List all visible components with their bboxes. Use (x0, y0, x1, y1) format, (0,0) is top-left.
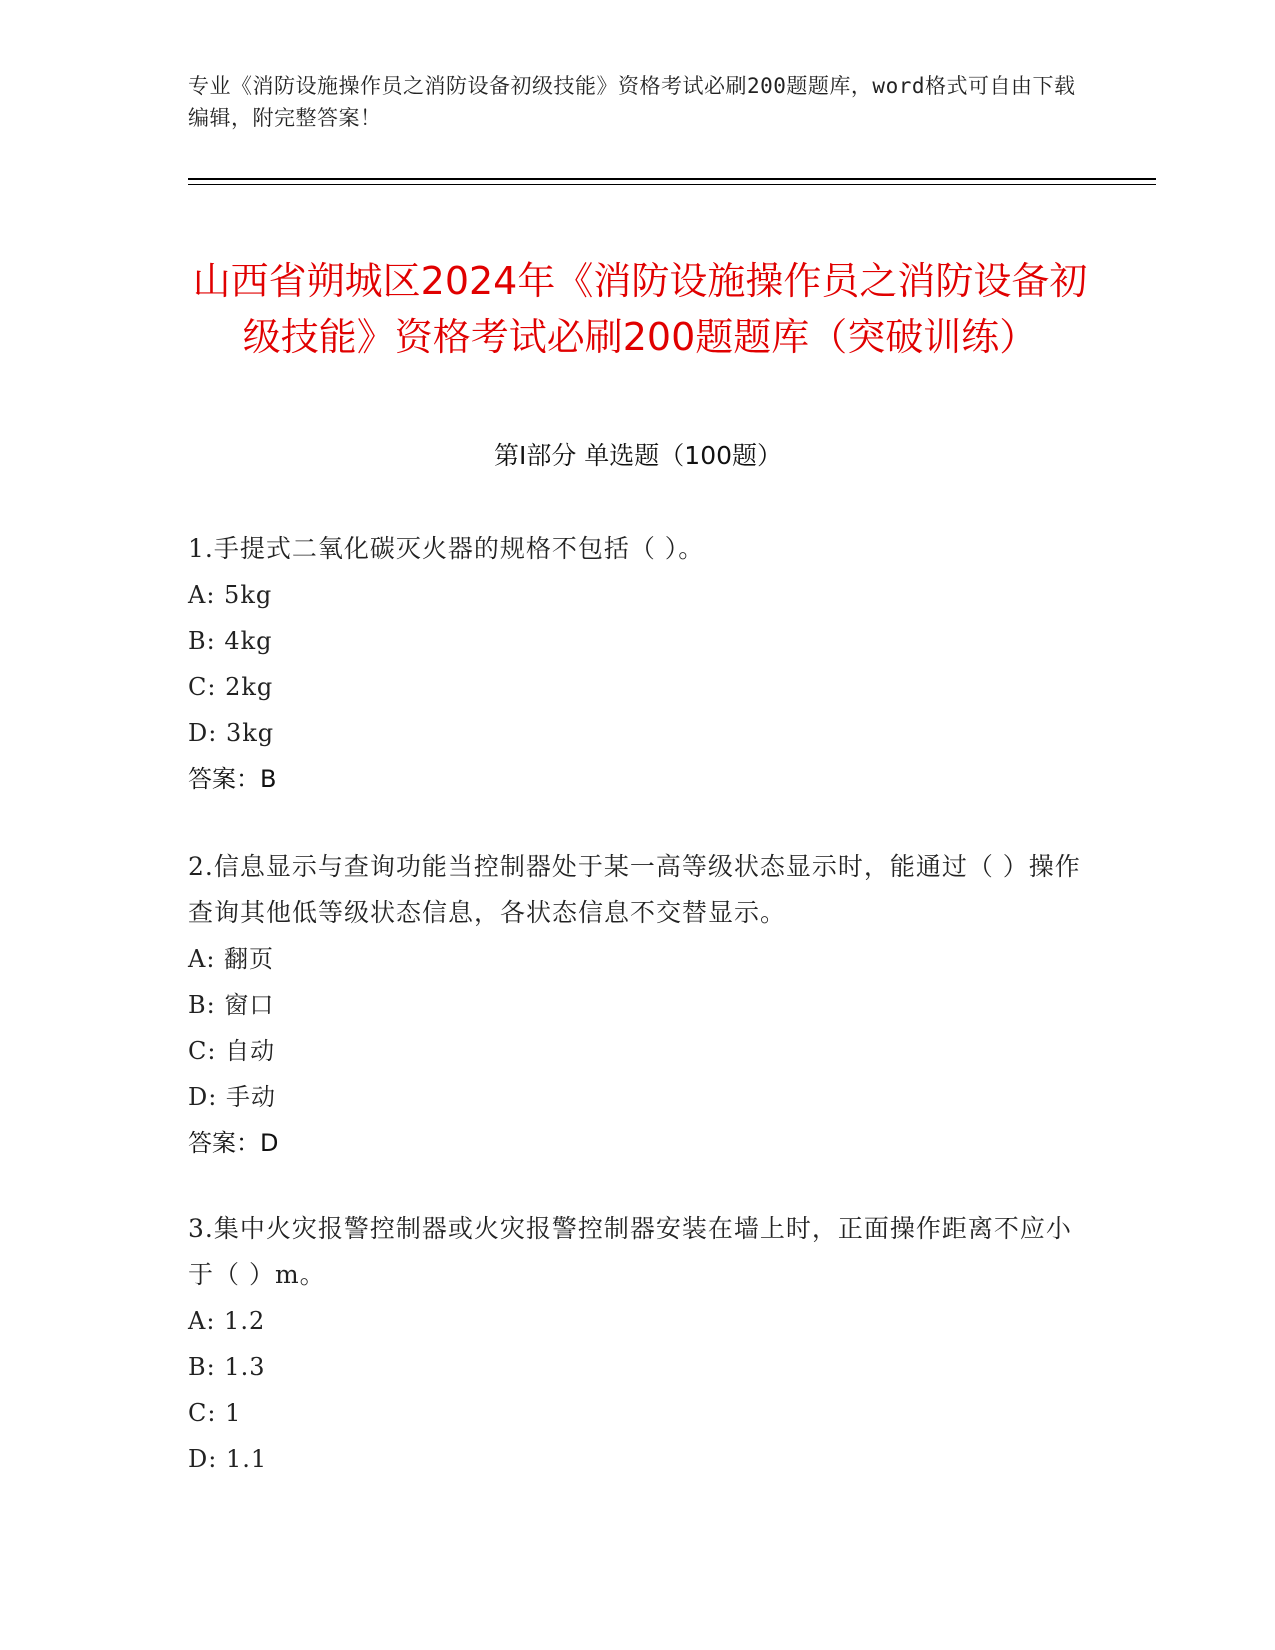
question-item (188, 526, 1088, 802)
question-stem: 2.信息显示与查询功能当控制器处于某一高等级状态显示时，能通过（ ）操作查询其他低等级状态信息，各状态信息不交替显示。 (188, 852, 1081, 927)
option-b: B: 窗口 (188, 991, 275, 1019)
option-c: C: 1 (188, 1399, 242, 1427)
question-stem: 1.手提式二氧化碳灭火器的规格不包括（ ）。 (188, 534, 705, 563)
answer-label: 答案：D (188, 1129, 279, 1157)
option-b: B: 1.3 (188, 1353, 266, 1381)
question-stem: 3.集中火灾报警控制器或火灾报警控制器安装在墙上时，正面操作距离不应小于（ ）m。 (188, 1214, 1072, 1289)
option-d: D: 手动 (188, 1083, 276, 1111)
option-b: B: 4kg (188, 627, 273, 655)
question-item (188, 844, 1088, 1166)
section-title: 第I部分 单选题（100题） (493, 441, 783, 470)
option-d: D: 1.1 (188, 1445, 268, 1473)
answer-label: 答案：B (188, 765, 277, 793)
question-item (188, 1206, 1088, 1482)
header-note: 专业《消防设施操作员之消防设备初级技能》资格考试必刷200题题库，word格式可自由下载编辑，附完整答案！ (188, 74, 1076, 130)
option-a: A: 1.2 (188, 1307, 266, 1335)
option-a: A: 翻页 (188, 945, 275, 973)
option-c: C: 自动 (188, 1037, 276, 1065)
header-divider-thin (188, 184, 1156, 185)
header-divider-thick (188, 178, 1156, 180)
option-c: C: 2kg (188, 673, 274, 701)
option-d: D: 3kg (188, 719, 275, 747)
document-title: 山西省朔城区2024年《消防设施操作员之消防设备初级技能》资格考试必刷200题题库（突破训练） (192, 259, 1088, 360)
option-a: A: 5kg (188, 581, 273, 609)
